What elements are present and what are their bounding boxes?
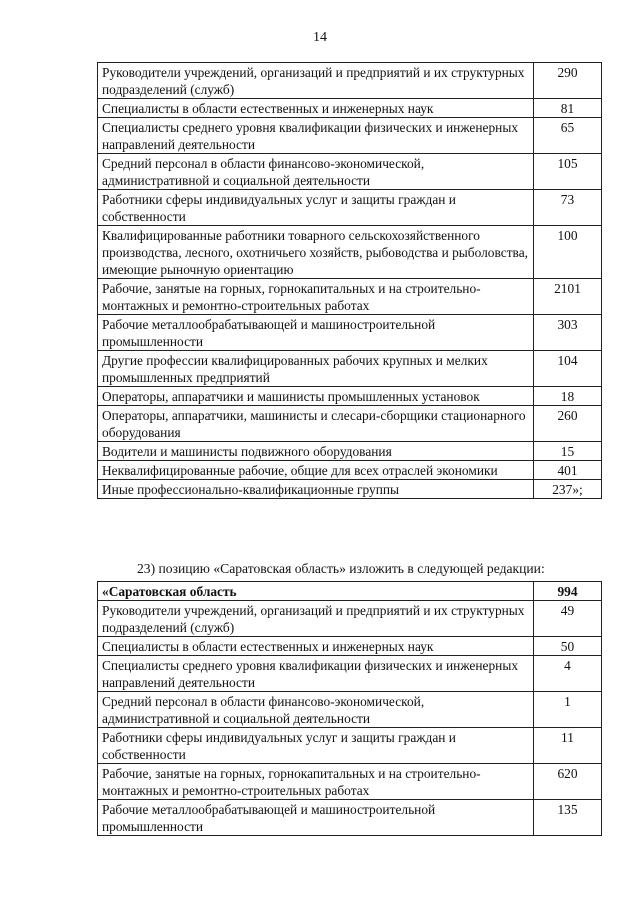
table-row: [98, 461, 602, 480]
table-row: [98, 387, 602, 406]
table-row: [98, 279, 602, 315]
occupation-value: 50: [534, 637, 602, 656]
table-row: [98, 226, 602, 279]
occupation-label: Работники сферы индивидуальных услуг и защиты граждан и собственности: [98, 728, 534, 764]
occupation-label: Квалифицированные работники товарного сельскохозяйственного производства, лесного, охотничьего хозяйств, рыбоводства и рыболовства, имеющие рыночную ориентацию: [98, 226, 534, 279]
page-number: 14: [313, 30, 327, 45]
occupation-label: Рабочие, занятые на горных, горнокапитальных и на строительно-монтажных и ремонтно-строительных работах: [98, 279, 534, 315]
table-row: [98, 656, 602, 692]
table-row: [98, 480, 602, 499]
occupation-label: Операторы, аппаратчики и машинисты промышленных установок: [98, 387, 534, 406]
occupation-value: 100: [534, 226, 602, 279]
occupation-label: Рабочие металлообрабатывающей и машиностроительной промышленности: [98, 315, 534, 351]
occupation-value: 65: [534, 118, 602, 154]
table-row: [98, 442, 602, 461]
table-row: [98, 63, 602, 99]
occupation-label: Иные профессионально-квалификационные группы: [98, 480, 534, 499]
table-row: [98, 728, 602, 764]
saratov-region-table: [97, 581, 602, 836]
table-row: [98, 351, 602, 387]
occupation-value: 18: [534, 387, 602, 406]
table-row: [98, 118, 602, 154]
occupation-value: 260: [534, 406, 602, 442]
occupation-value: 73: [534, 190, 602, 226]
occupation-value: 290: [534, 63, 602, 99]
amendment-instruction: 23) позицию «Саратовская область» изложить в следующей редакции:: [137, 561, 545, 576]
occupation-value: 303: [534, 315, 602, 351]
occupations-table: [97, 62, 602, 499]
region-total: 994: [534, 582, 602, 601]
occupation-label: Рабочие металлообрабатывающей и машиностроительной промышленности: [98, 800, 534, 836]
occupation-label: Средний персонал в области финансово-экономической, административной и социальной деятельности: [98, 692, 534, 728]
table-row: [98, 601, 602, 637]
occupation-label: Руководители учреждений, организаций и предприятий и их структурных подразделений (служб): [98, 63, 534, 99]
occupation-value: 105: [534, 154, 602, 190]
occupation-label: Руководители учреждений, организаций и предприятий и их структурных подразделений (служб): [98, 601, 534, 637]
occupation-value: 1: [534, 692, 602, 728]
table-row: [98, 99, 602, 118]
occupation-value: 11: [534, 728, 602, 764]
occupation-label: Другие профессии квалифицированных рабочих крупных и мелких промышленных предприятий: [98, 351, 534, 387]
occupation-value: 81: [534, 99, 602, 118]
occupation-value: 4: [534, 656, 602, 692]
region-heading-row: [98, 582, 602, 601]
table-row: [98, 154, 602, 190]
occupation-value: 104: [534, 351, 602, 387]
occupation-value: 401: [534, 461, 602, 480]
table-row: [98, 692, 602, 728]
occupation-label: Специалисты в области естественных и инженерных наук: [98, 637, 534, 656]
table-row: [98, 637, 602, 656]
occupation-label: Средний персонал в области финансово-экономической, административной и социальной деятельности: [98, 154, 534, 190]
occupation-value: 135: [534, 800, 602, 836]
occupation-label: Работники сферы индивидуальных услуг и защиты граждан и собственности: [98, 190, 534, 226]
occupation-value: 15: [534, 442, 602, 461]
occupation-label: Специалисты в области естественных и инженерных наук: [98, 99, 534, 118]
occupation-label: Специалисты среднего уровня квалификации физических и инженерных направлений деятельности: [98, 118, 534, 154]
table-row: [98, 764, 602, 800]
table-row: [98, 406, 602, 442]
occupation-label: Операторы, аппаратчики, машинисты и слесари-сборщики стационарного оборудования: [98, 406, 534, 442]
table-row: [98, 190, 602, 226]
occupation-label: Специалисты среднего уровня квалификации физических и инженерных направлений деятельности: [98, 656, 534, 692]
table-row: [98, 315, 602, 351]
occupation-label: Рабочие, занятые на горных, горнокапитальных и на строительно-монтажных и ремонтно-строительных работах: [98, 764, 534, 800]
occupation-value: 620: [534, 764, 602, 800]
region-name: «Саратовская область: [98, 582, 534, 601]
occupation-label: Неквалифицированные рабочие, общие для всех отраслей экономики: [98, 461, 534, 480]
occupation-value: 237»;: [534, 480, 602, 499]
table-row: [98, 800, 602, 836]
occupation-value: 49: [534, 601, 602, 637]
occupation-label: Водители и машинисты подвижного оборудования: [98, 442, 534, 461]
occupation-value: 2101: [534, 279, 602, 315]
